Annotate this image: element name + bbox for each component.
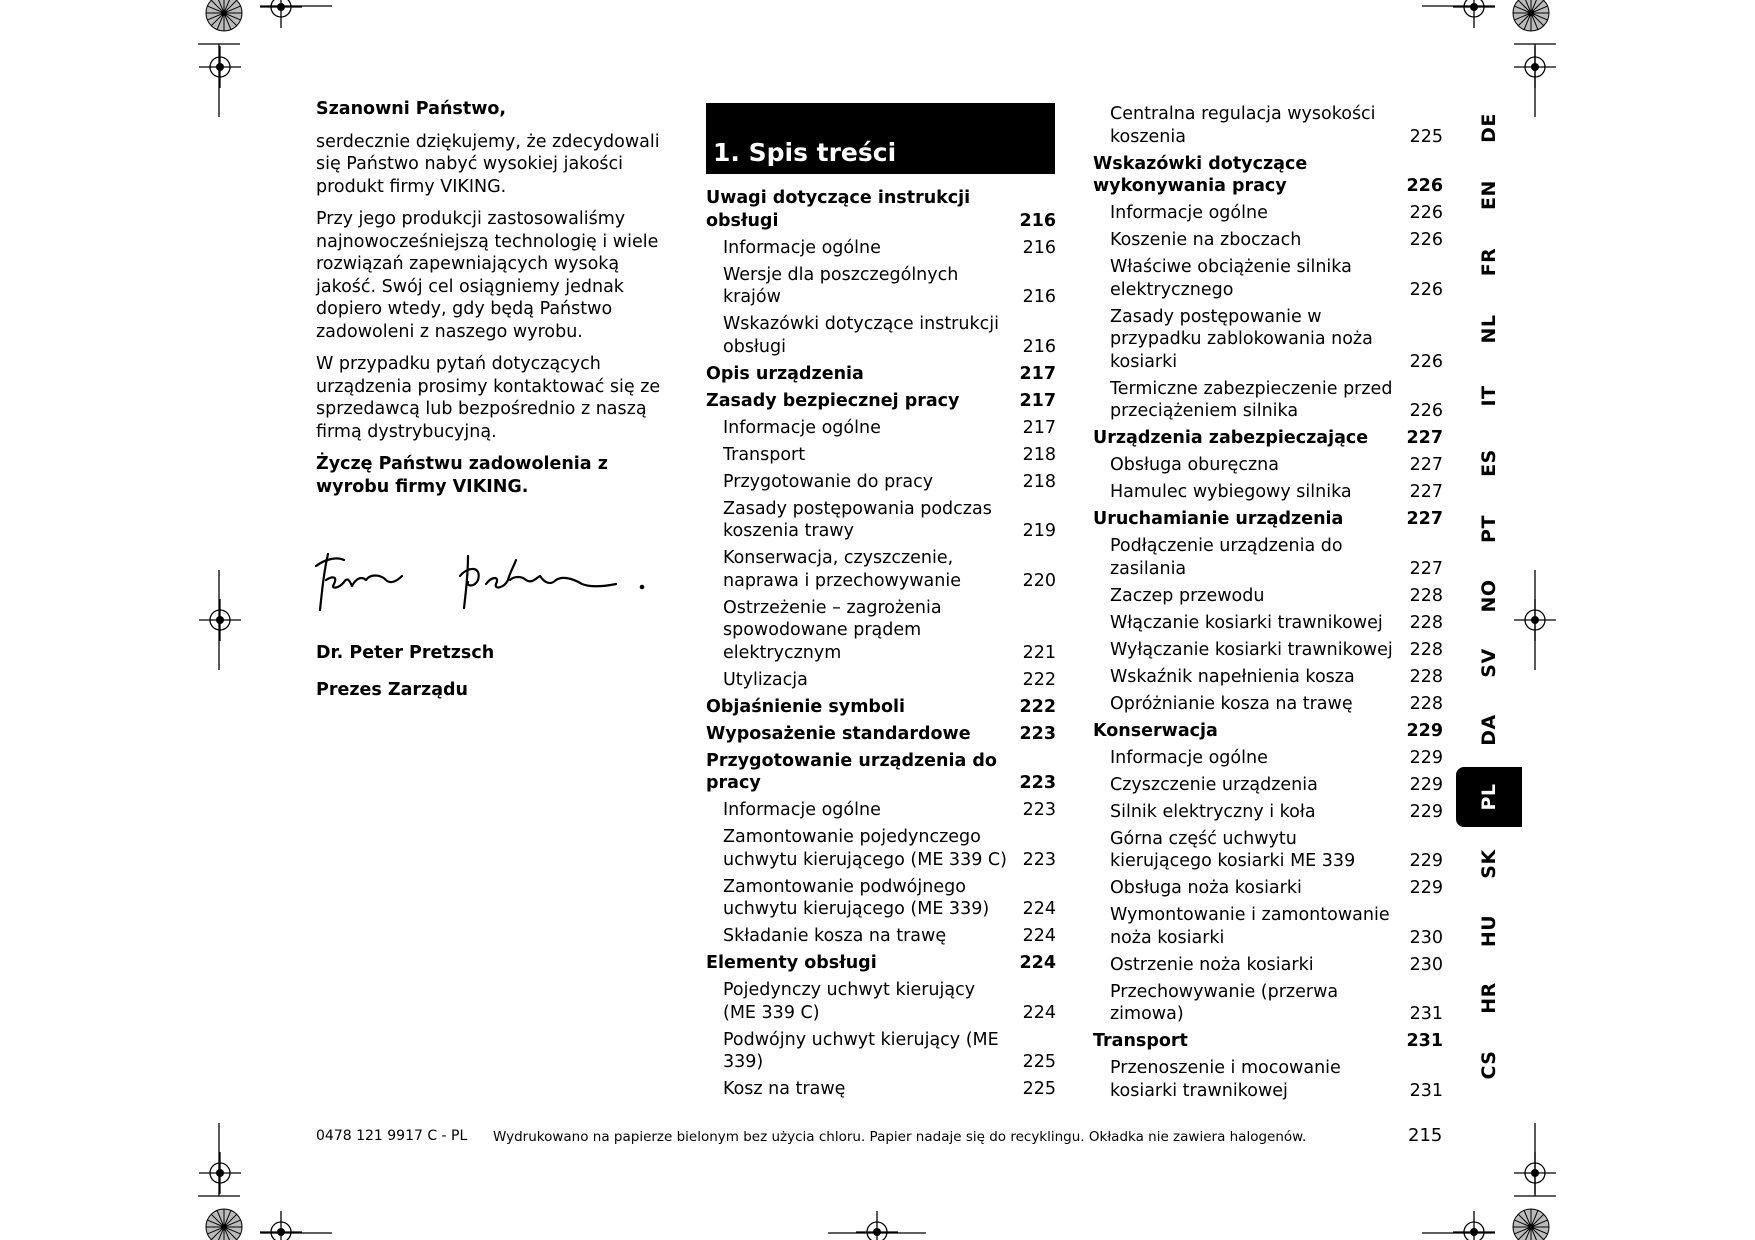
- toc-entry-page: 229: [1409, 747, 1443, 768]
- toc-subsection: [1093, 954, 1443, 977]
- toc-subsection: [1093, 585, 1443, 608]
- toc-subsection: [1093, 454, 1443, 477]
- toc-subsection: [706, 471, 1056, 494]
- toc-entry-title: Transport: [723, 444, 806, 465]
- toc-entry-page: 227: [1409, 455, 1443, 475]
- language-tab-label: PL: [1478, 783, 1500, 811]
- toc-entry-title: Silnik elektryczny i koła: [1110, 801, 1316, 822]
- toc-subsection: [706, 925, 1056, 948]
- toc-entry-title: Przenoszenie i mocowanie kosiarki trawnikowej: [1110, 1058, 1341, 1101]
- toc-entry-title: Czyszczenie urządzenia: [1110, 774, 1318, 795]
- toc-subsection: [706, 547, 1056, 592]
- toc-entry-page: 224: [1022, 1002, 1056, 1023]
- toc-subsection: [1093, 481, 1443, 504]
- toc-entry-title: Zasady bezpiecznej pracy: [706, 390, 960, 411]
- toc-entry-title: Wyłączanie kosiarki trawnikowej: [1110, 639, 1393, 660]
- toc-section: [706, 187, 1056, 232]
- language-tab-label: CS: [1478, 1050, 1500, 1080]
- toc-entry-title: Transport: [1093, 1031, 1188, 1051]
- toc-entry-page: 224: [1022, 899, 1056, 919]
- toc-entry-page: 225: [1022, 1052, 1056, 1072]
- toc-entry-page: 223: [1022, 800, 1056, 820]
- toc-entry-page: 216: [1019, 210, 1056, 231]
- greeting: Szanowni Państwo,: [316, 99, 507, 119]
- toc-subsection: [1093, 202, 1443, 225]
- toc-subsection: [1093, 256, 1443, 301]
- language-tab-label: FR: [1478, 247, 1500, 277]
- toc-subsection: [1093, 378, 1443, 423]
- language-tab-label: NO: [1478, 579, 1500, 613]
- toc-entry-page: 218: [1022, 471, 1056, 492]
- letter: [316, 98, 666, 715]
- language-tab-label: SK: [1478, 849, 1500, 879]
- toc-entry-title: Informacje ogólne: [723, 800, 881, 820]
- toc-entry-page: 219: [1022, 521, 1056, 541]
- toc-entry-page: 226: [1409, 230, 1443, 250]
- toc-section: [706, 952, 1056, 975]
- toc-subsection: [706, 1029, 1056, 1074]
- letter-paragraph: W przypadku pytań dotyczących urządzenia prosimy kontaktować się ze sprzedawcą lub bezpośrednio z naszą firmą dystrybucyjną.: [316, 354, 661, 442]
- toc-entry-title: Hamulec wybiegowy silnika: [1110, 482, 1352, 502]
- language-tab-pt[interactable]: [1456, 499, 1522, 559]
- toc-entry-page: 231: [1409, 1004, 1443, 1024]
- language-tab-label: DE: [1478, 113, 1500, 143]
- toc-entry-title: Obsługa oburęczna: [1110, 455, 1279, 475]
- language-tabs: [1456, 98, 1522, 1108]
- toc-subsection: [706, 1078, 1056, 1101]
- toc-entry-title: Zamontowanie pojedynczego uchwytu kierującego (ME 339 C): [723, 827, 1007, 870]
- language-tab-label: DA: [1478, 714, 1500, 746]
- toc-entry-page: 229: [1409, 878, 1443, 898]
- toc-entry-page: 226: [1409, 351, 1443, 372]
- toc-entry-title: Wersje dla poszczególnych krajów: [723, 264, 959, 307]
- toc-entry-title: Termiczne zabezpieczenie przed przeciążeniem silnika: [1110, 378, 1393, 421]
- language-tab-es[interactable]: [1456, 433, 1522, 493]
- toc-entry-page: 217: [1019, 363, 1056, 384]
- toc-subsection: [706, 826, 1056, 871]
- toc-entry-page: 230: [1409, 954, 1443, 975]
- letter-paragraph: Przy jego produkcji zastosowaliśmy najnowocześniejszą technologię i wiele rozwiązań zapewniających wysoką jakość. Swój cel osiągniemy jednak dopiero wtedy, gdy będą Państwo zadowoleni z naszego wyrobu.: [316, 209, 659, 342]
- toc-subsection: [706, 264, 1056, 309]
- toc-entry-page: 221: [1022, 642, 1056, 663]
- language-tab-no[interactable]: [1456, 566, 1522, 626]
- signer-title: Prezes Zarządu: [316, 679, 468, 700]
- toc-entry-page: 227: [1406, 428, 1443, 448]
- toc-subsection: [1093, 801, 1443, 824]
- toc-entry-title: Włączanie kosiarki trawnikowej: [1110, 612, 1383, 633]
- toc-entry-page: 224: [1022, 926, 1056, 946]
- toc-entry-title: Informacje ogólne: [723, 237, 881, 258]
- toc-subsection: [706, 979, 1056, 1024]
- language-tab-da[interactable]: [1456, 700, 1522, 760]
- toc-section: [1093, 508, 1443, 531]
- language-tab-label: SV: [1478, 648, 1500, 678]
- language-tab-label: HR: [1478, 981, 1500, 1014]
- language-tab-label: PT: [1478, 515, 1500, 544]
- toc-title: 1. Spis treści: [706, 103, 1055, 174]
- toc-entry-title: Wskazówki dotyczące instrukcji obsługi: [723, 314, 999, 357]
- toc-entry-title: Urządzenia zabezpieczające: [1093, 428, 1369, 448]
- toc-entry-title: Zamontowanie podwójnego uchwytu kierującego (ME 339): [723, 876, 990, 919]
- toc-entry-title: Składanie kosza na trawę: [723, 926, 947, 946]
- toc-entry-page: 226: [1409, 203, 1443, 223]
- toc-entry-page: 231: [1406, 1031, 1443, 1051]
- document-code: 0478 121 9917 C - PL: [316, 1128, 468, 1144]
- toc-entry-title: Podwójny uchwyt kierujący (ME 339): [723, 1029, 999, 1072]
- toc-entry-page: 217: [1019, 390, 1056, 411]
- toc-subsection: [706, 313, 1056, 358]
- toc-subsection: [1093, 1057, 1443, 1102]
- toc-subsection: [1093, 229, 1443, 252]
- toc-subsection: [1093, 747, 1443, 770]
- toc-subsection: [706, 597, 1056, 665]
- toc-entry-page: 216: [1022, 237, 1056, 258]
- toc-entry-page: 229: [1406, 720, 1443, 741]
- toc-entry-title: Centralna regulacja wysokości koszenia: [1110, 104, 1376, 147]
- toc-entry-page: 216: [1022, 287, 1056, 307]
- toc-entry-title: Kosz na trawę: [723, 1079, 846, 1099]
- toc-section: [1093, 153, 1443, 198]
- toc-section: [1093, 427, 1443, 450]
- toc-entry-page: 229: [1409, 801, 1443, 822]
- toc-subsection: [1093, 981, 1443, 1026]
- toc-subsection: [1093, 535, 1443, 580]
- language-tab-sk[interactable]: [1456, 834, 1522, 894]
- toc-section: [706, 696, 1056, 719]
- toc-entry-page: 225: [1022, 1079, 1056, 1099]
- toc-entry-title: Ostrzenie noża kosiarki: [1110, 954, 1314, 975]
- toc-entry-title: Ostrzeżenie – zagrożenia spowodowane prądem elektrycznym: [723, 597, 942, 663]
- toc-entry-page: 224: [1019, 953, 1056, 973]
- toc-entry-title: Zasady postępowania podczas koszenia trawy: [723, 498, 992, 541]
- toc-subsection: [1093, 666, 1443, 689]
- language-tab-it[interactable]: [1456, 366, 1522, 426]
- toc-entry-title: Informacje ogólne: [723, 417, 881, 438]
- toc-entry-page: 229: [1409, 774, 1443, 795]
- toc-section: [706, 363, 1056, 386]
- toc-entry-page: 225: [1409, 126, 1443, 147]
- language-tab-en[interactable]: [1456, 165, 1522, 225]
- closing: Życzę Państwu zadowolenia z wyrobu firmy VIKING.: [316, 454, 608, 497]
- toc-subsection: [706, 237, 1056, 260]
- language-tab-cs[interactable]: [1456, 1035, 1522, 1095]
- footer-note: Wydrukowano na papierze bielonym bez użycia chloru. Papier nadaje się do recyklingu. Okładka nie zawiera halogenów.: [493, 1129, 1307, 1145]
- toc-subsection: [706, 498, 1056, 543]
- toc-entry-page: 220: [1022, 570, 1056, 591]
- toc-entry-page: 228: [1409, 639, 1443, 660]
- toc-entry-title: Wskaźnik napełnienia kosza: [1110, 666, 1355, 687]
- toc-entry-page: 222: [1022, 669, 1056, 690]
- toc-entry-page: 228: [1409, 666, 1443, 687]
- language-tab-label: IT: [1478, 385, 1500, 407]
- toc-entry-page: 222: [1019, 696, 1056, 717]
- signature-icon: [310, 546, 670, 616]
- toc-entry-title: Podłączenie urządzenia do zasilania: [1110, 536, 1343, 579]
- toc-column-1: [706, 187, 1056, 1105]
- toc-entry-title: Uruchamianie urządzenia: [1093, 509, 1344, 529]
- toc-entry-title: Właściwe obciążenie silnika elektrycznego: [1110, 257, 1352, 300]
- letter-paragraph: serdecznie dziękujemy, że zdecydowali się Państwo nabyć wysokiej jakości produkt firmy VIKING.: [316, 131, 660, 197]
- toc-entry-title: Utylizacja: [723, 669, 808, 690]
- toc-subsection: [1093, 693, 1443, 716]
- toc-entry-title: Koszenie na zboczach: [1110, 230, 1302, 250]
- toc-section: [706, 723, 1056, 746]
- toc-subsection: [1093, 828, 1443, 873]
- toc-subsection: [1093, 639, 1443, 662]
- toc-entry-title: Przygotowanie urządzenia do pracy: [706, 750, 997, 793]
- toc-entry-title: Przygotowanie do pracy: [723, 471, 934, 492]
- toc-entry-title: Wskazówki dotyczące wykonywania pracy: [1093, 153, 1308, 196]
- toc-subsection: [1093, 612, 1443, 635]
- toc-subsection: [1093, 306, 1443, 374]
- language-tab-de[interactable]: [1456, 98, 1522, 158]
- toc-entry-title: Zasady postępowanie w przypadku zablokowania noża kosiarki: [1110, 306, 1373, 372]
- toc-entry-page: 227: [1406, 509, 1443, 529]
- toc-entry-page: 228: [1409, 693, 1443, 714]
- toc-section: [1093, 720, 1443, 743]
- toc-entry-page: 229: [1409, 851, 1443, 871]
- toc-subsection: [706, 417, 1056, 440]
- toc-entry-page: 223: [1019, 773, 1056, 793]
- toc-entry-title: Wymontowanie i zamontowanie noża kosiarki: [1110, 905, 1390, 948]
- toc-entry-title: Konserwacja: [1093, 720, 1218, 741]
- language-tab-label: NL: [1478, 314, 1500, 344]
- language-tab-pl[interactable]: [1456, 767, 1522, 827]
- language-tab-label: ES: [1478, 448, 1500, 477]
- toc-entry-title: Pojedynczy uchwyt kierujący (ME 339 C): [723, 980, 976, 1023]
- toc-entry-page: 228: [1409, 585, 1443, 606]
- language-tab-nl[interactable]: [1456, 299, 1522, 359]
- toc-entry-title: Informacje ogólne: [1110, 203, 1268, 223]
- toc-section: [706, 750, 1056, 795]
- toc-section: [1093, 1030, 1443, 1053]
- toc-entry-page: 226: [1409, 279, 1443, 300]
- toc-entry-title: Objaśnienie symboli: [706, 696, 905, 717]
- toc-subsection: [706, 876, 1056, 921]
- toc-subsection: [1093, 904, 1443, 949]
- toc-entry-page: 227: [1409, 558, 1443, 579]
- toc-entry-page: 223: [1022, 849, 1056, 870]
- toc-column-2: [1093, 103, 1443, 1107]
- toc-entry-page: 223: [1019, 723, 1056, 744]
- toc-entry-page: 216: [1022, 336, 1056, 357]
- language-tab-hr[interactable]: [1456, 968, 1522, 1028]
- toc-entry-title: Elementy obsługi: [706, 953, 877, 973]
- toc-entry-title: Opis urządzenia: [706, 363, 864, 384]
- language-tab-hu[interactable]: [1456, 901, 1522, 961]
- toc-entry-title: Opróżnianie kosza na trawę: [1110, 693, 1353, 714]
- toc-section: [706, 390, 1056, 413]
- toc-entry-page: 231: [1409, 1080, 1443, 1101]
- language-tab-label: EN: [1478, 179, 1500, 210]
- toc-subsection: [706, 444, 1056, 467]
- toc-entry-title: Wyposażenie standardowe: [706, 723, 971, 744]
- language-tab-label: HU: [1478, 914, 1500, 947]
- toc-subsection: [1093, 877, 1443, 900]
- page-number: 215: [1408, 1125, 1443, 1146]
- signer-name: Dr. Peter Pretzsch: [316, 643, 495, 663]
- toc-entry-page: 218: [1022, 444, 1056, 465]
- toc-entry-title: Uwagi dotyczące instrukcji obsługi: [706, 188, 971, 231]
- toc-entry-title: Informacje ogólne: [1110, 747, 1268, 768]
- toc-entry-page: 228: [1409, 612, 1443, 633]
- toc-subsection: [1093, 774, 1443, 797]
- toc-entry-title: Zaczep przewodu: [1110, 585, 1265, 606]
- toc-entry-title: Górna część uchwytu kierującego kosiarki ME 339: [1110, 828, 1356, 871]
- toc-subsection: [706, 799, 1056, 822]
- toc-subsection: [706, 669, 1056, 692]
- toc-entry-page: 217: [1022, 417, 1056, 438]
- toc-entry-title: Obsługa noża kosiarki: [1110, 878, 1302, 898]
- toc-entry-page: 230: [1409, 927, 1443, 948]
- toc-entry-title: Przechowywanie (przerwa zimowa): [1110, 981, 1339, 1024]
- toc-entry-page: 226: [1406, 176, 1443, 196]
- language-tab-sv[interactable]: [1456, 633, 1522, 693]
- toc-entry-page: 226: [1409, 401, 1443, 421]
- toc-entry-title: Konserwacja, czyszczenie, naprawa i przechowywanie: [723, 548, 961, 591]
- language-tab-fr[interactable]: [1456, 232, 1522, 292]
- toc-subsection: [1093, 103, 1443, 148]
- toc-entry-page: 227: [1409, 482, 1443, 502]
